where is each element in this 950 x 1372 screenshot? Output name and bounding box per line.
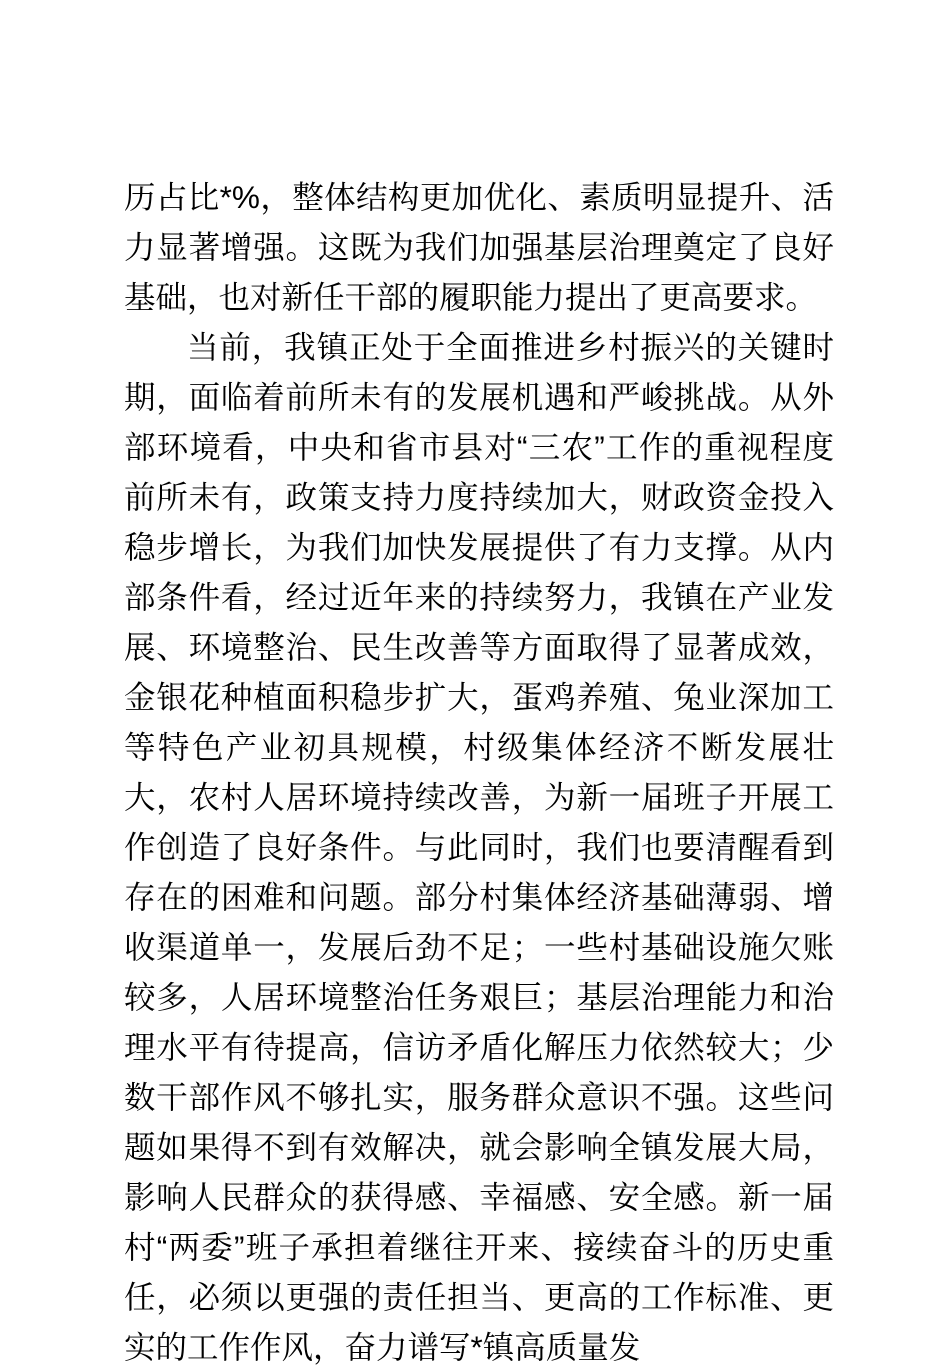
paragraph-continuation: 历占比*%，整体结构更加优化、素质明显提升、活力显著增强。这既为我们加强基层治理奠定了良好基础，也对新任干部的履职能力提出了更高要求。 [124, 179, 834, 315]
document-text-body [124, 172, 834, 1372]
paragraph-current-situation: 当前，我镇正处于全面推进乡村振兴的关键时期，面临着前所未有的发展机遇和严峻挑战。从外部环境看，中央和省市县对“三农”工作的重视程度前所未有，政策支持力度持续加大，财政资金投入稳步增长，为我们加快发展提供了有力支撑。从内部条件看，经过近年来的持续努力，我镇在产业发展、环境整治、民生改善等方面取得了显著成效，金银花种植面积稳步扩大，蛋鸡养殖、兔业深加工等特色产业初具规模，村级集体经济不断发展壮大，农村人居环境持续改善，为新一届班子开展工作创造了良好条件。与此同时，我们也要清醒看到存在的困难和问题。部分村集体经济基础薄弱、增收渠道单一，发展后劲不足；一些村基础设施欠账较多，人居环境整治任务艰巨；基层治理能力和治理水平有待提高，信访矛盾化解压力依然较大；少数干部作风不够扎实，服务群众意识不强。这些问题如果得不到有效解决，就会影响全镇发展大局，影响人民群众的获得感、幸福感、安全感。新一届村“两委”班子承担着继往开来、接续奋斗的历史重任，必须以更强的责任担当、更高的工作标准、更实的工作作风，奋力谱写*镇高质量发 [124, 329, 834, 1365]
